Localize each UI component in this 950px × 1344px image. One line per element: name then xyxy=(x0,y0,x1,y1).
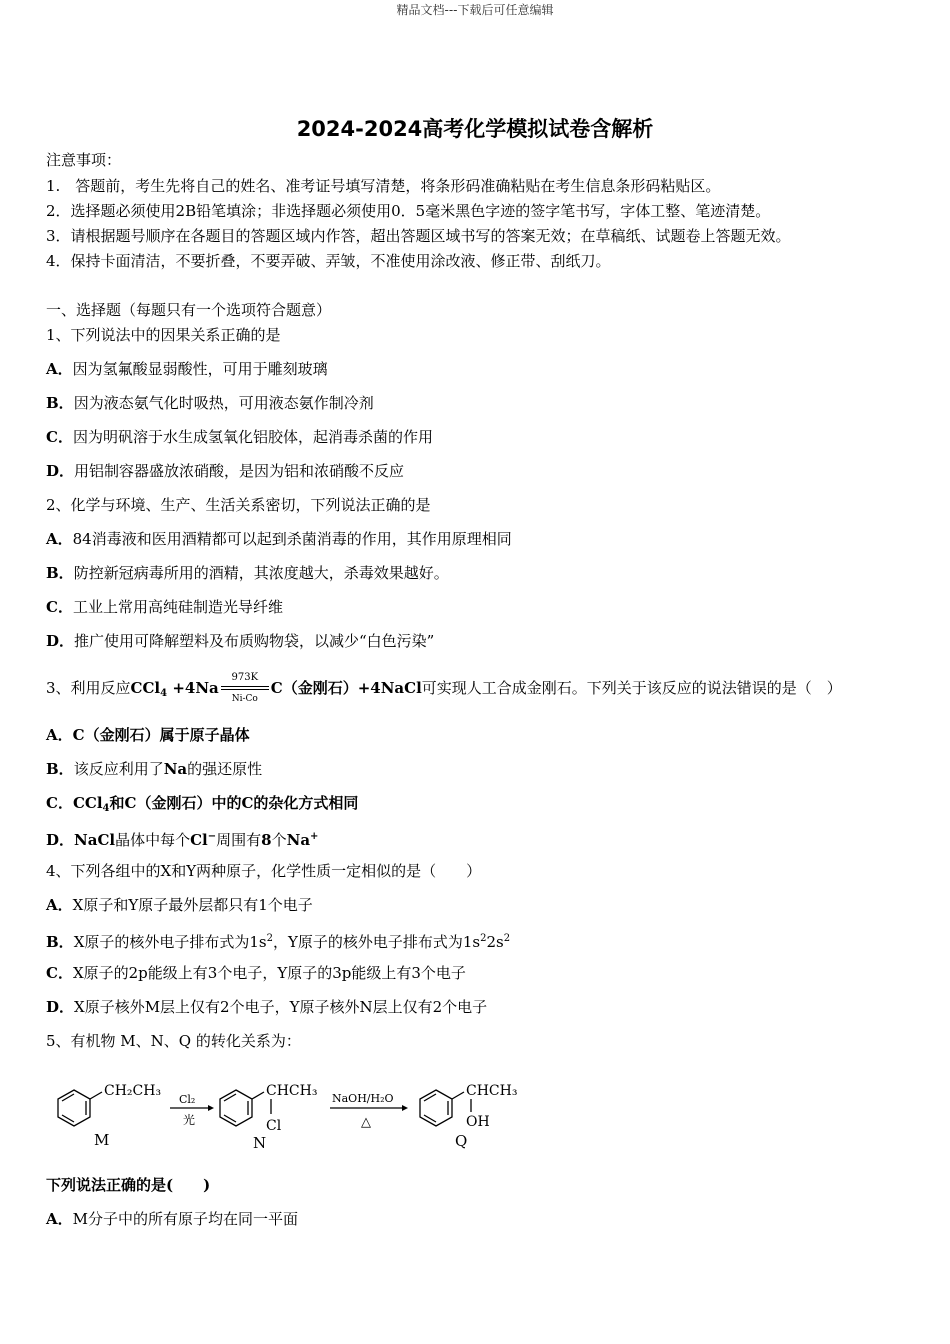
compound-label-n: N xyxy=(253,1134,267,1152)
stem-text: 下列说法正确的是( ) xyxy=(46,1176,211,1194)
reaction-condition xyxy=(219,672,271,704)
q1-option-c xyxy=(46,427,433,447)
option-text: M分子中的所有原子均在同一平面 xyxy=(72,1210,299,1228)
question-2-stem: 2、化学与环境、生产、生活关系密切，下列说法正确的是 xyxy=(46,496,431,514)
page-title: 2024-2024高考化学模拟试卷含解析 xyxy=(296,117,654,141)
formula-na-ion xyxy=(287,831,319,849)
question-3-stem xyxy=(46,672,842,704)
formula-cl xyxy=(190,831,216,849)
option-text: 因为氢氟酸显弱酸性，可用于雕刻玻璃 xyxy=(72,360,328,378)
products: C（金刚石）+4NaCl xyxy=(270,679,422,697)
count-number: 8 xyxy=(261,831,272,849)
formula-na: Na xyxy=(163,760,188,778)
q4-option-d xyxy=(46,997,487,1017)
notice-item: 2．选择题必须使用2B铅笔填涂；非选择题必须使用0．5毫米黑色字迹的签字笔书写，字体工整、笔迹清楚。 xyxy=(46,202,771,220)
q3-option-a xyxy=(46,725,250,745)
formula-c: C xyxy=(241,794,254,812)
reactant-na: +4Na xyxy=(167,679,219,697)
option-text: ，Y原子的核外电子排布式为1s xyxy=(272,933,481,951)
benzene-ring-n xyxy=(220,1090,271,1126)
option-text: 因为液态氨气化时吸热，可用液态氨作制冷剂 xyxy=(73,394,374,412)
option-label: C． xyxy=(46,428,73,446)
notice-item: 3．请根据题号顺序在各题目的答题区域内作答，超出答题区域书写的答案无效；在草稿纸、试题卷上答题无效。 xyxy=(46,227,791,245)
arrow-1-reagent: Cl₂ xyxy=(179,1093,196,1106)
formula-nacl: NaCl xyxy=(74,831,116,849)
compound-label-m: M xyxy=(94,1131,110,1149)
option-label: C． xyxy=(46,598,73,616)
q4-option-a xyxy=(46,895,313,915)
stem-text: 可实现人工合成金刚石。下列关于该反应的说法错误的是（ ） xyxy=(421,679,842,697)
option-text: 2s xyxy=(486,933,504,951)
q4-option-b xyxy=(46,929,510,952)
option-text: 的强还原性 xyxy=(187,760,263,778)
q3-option-d xyxy=(46,827,318,850)
q3-option-c xyxy=(46,793,358,819)
notice-item: 1. 答题前，考生先将自己的姓名、准考证号填写清楚，将条形码准确粘贴在考生信息条形码粘贴区。 xyxy=(46,177,721,195)
reactant-ccl4 xyxy=(131,679,168,697)
option-text: 用铝制容器盛放浓硝酸，是因为铝和浓硝酸不反应 xyxy=(74,462,405,480)
option-label: D． xyxy=(46,998,75,1016)
n-substituent: CHCH₃ xyxy=(266,1083,318,1099)
option-label: A． xyxy=(46,530,73,548)
arrow-2-condition: △ xyxy=(361,1115,371,1130)
option-text: X原子核外M层上仅有2个电子，Y原子核外N层上仅有2个电子 xyxy=(74,998,488,1016)
superscript: 2 xyxy=(503,933,511,944)
option-text: C（金刚石）属于原子晶体 xyxy=(72,726,250,744)
option-text: 推广使用可降解塑料及布质购物袋，以减少“白色污染” xyxy=(74,632,435,650)
option-text: 因为明矾溶于水生成氢氧化铝胶体，起消毒杀菌的作用 xyxy=(72,428,433,446)
q1-option-a xyxy=(46,359,328,379)
condition-catalyst: Ni-Co xyxy=(231,694,258,704)
option-label: D． xyxy=(46,462,75,480)
question-5-stem-2 xyxy=(46,1175,210,1195)
option-label: C． xyxy=(46,964,73,982)
q2-option-c xyxy=(46,597,283,617)
subscript: 4 xyxy=(102,803,110,814)
q5-option-a xyxy=(46,1209,298,1229)
formula-text: Cl xyxy=(190,831,208,849)
option-text: 晶体中每个 xyxy=(115,831,191,849)
notice-heading: 注意事项： xyxy=(46,151,122,169)
question-4-stem: 4、下列各组中的X和Y两种原子，化学性质一定相似的是（ ） xyxy=(46,862,482,880)
option-label: D． xyxy=(46,831,75,849)
q2-option-d xyxy=(46,631,434,651)
option-label: A． xyxy=(46,1210,73,1228)
option-label: C． xyxy=(46,794,73,812)
option-text: X原子的2p能级上有3个电子，Y原子的3p能级上有3个电子 xyxy=(72,964,466,982)
option-text: 防控新冠病毒所用的酒精，其浓度越大，杀毒效果越好。 xyxy=(73,564,449,582)
option-text: 该反应利用了 xyxy=(73,760,164,778)
option-label: A． xyxy=(46,896,73,914)
condition-temperature: 973K xyxy=(231,672,259,683)
question-5-stem: 5、有机物 M、N、Q 的转化关系为： xyxy=(46,1032,301,1050)
q1-option-b xyxy=(46,393,374,413)
option-text: 个 xyxy=(271,831,287,849)
q-hydroxyl: OH xyxy=(466,1114,490,1130)
watermark: 精品文档---下载后可任意编辑 xyxy=(396,3,554,17)
reaction-scheme xyxy=(46,1068,546,1158)
option-label: B． xyxy=(46,394,74,412)
q-substituent: CHCH₃ xyxy=(466,1083,518,1099)
q2-option-b xyxy=(46,563,449,583)
arrow-2-reagent: NaOH/H₂O xyxy=(332,1092,394,1105)
formula-text: CCl xyxy=(72,794,103,812)
option-label: A． xyxy=(46,726,73,744)
benzene-ring-q xyxy=(420,1090,471,1126)
superscript: 2 xyxy=(480,933,487,944)
q3-option-b xyxy=(46,759,262,779)
option-text: 周围有 xyxy=(216,831,262,849)
n-chlorine: Cl xyxy=(266,1118,282,1134)
subscript: 4 xyxy=(160,688,168,699)
superscript: + xyxy=(310,831,319,842)
option-text: 84消毒液和医用酒精都可以起到杀菌消毒的作用，其作用原理相同 xyxy=(72,530,512,548)
question-1-stem: 1、下列说法中的因果关系正确的是 xyxy=(46,326,281,344)
option-text: 和C（金刚石）中的 xyxy=(109,794,242,812)
q4-option-c xyxy=(46,963,466,983)
superscript: − xyxy=(207,831,217,842)
formula-text: CCl xyxy=(130,679,161,697)
stem-text: 3、利用反应 xyxy=(46,679,131,697)
notice-item: 4．保持卡面清洁，不要折叠，不要弄破、弄皱，不准使用涂改液、修正带、刮纸刀。 xyxy=(46,252,611,270)
option-label: D． xyxy=(46,632,75,650)
option-text: X原子和Y原子最外层都只有1个电子 xyxy=(72,896,313,914)
q2-option-a xyxy=(46,529,512,549)
option-label: B． xyxy=(46,564,74,582)
option-label: B． xyxy=(46,933,74,951)
arrow-1-condition: 光 xyxy=(183,1113,196,1127)
m-substituent: CH₂CH₃ xyxy=(104,1083,162,1099)
superscript: 2 xyxy=(266,933,273,944)
option-text: 工业上常用高纯硅制造光导纤维 xyxy=(72,598,283,616)
q1-option-d xyxy=(46,461,404,481)
option-label: A． xyxy=(46,360,73,378)
compound-label-q: Q xyxy=(455,1132,468,1150)
option-label: B． xyxy=(46,760,74,778)
formula-ccl4 xyxy=(73,794,110,812)
option-text: X原子的核外电子排布式为1s xyxy=(73,933,267,951)
benzene-ring-m xyxy=(58,1090,102,1126)
section-heading: 一、选择题（每题只有一个选项符合题意） xyxy=(46,301,332,319)
formula-text: Na xyxy=(286,831,311,849)
option-text: 的杂化方式相同 xyxy=(253,794,359,812)
